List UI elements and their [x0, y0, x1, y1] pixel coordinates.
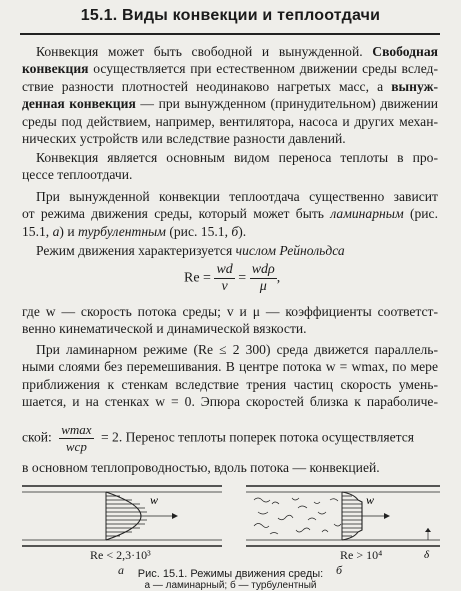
p1-line-5: среды под действием, например, вентилятора, насоса и других механ-: [22, 113, 438, 129]
p1-line-2: конвекция осуществляется при естественном движении среды вслед-: [22, 61, 438, 77]
formula-lhs: Re =: [184, 270, 211, 286]
p1-line-6: нических устройств или вследствие разности давлений.: [22, 131, 346, 147]
p8-line-1: в основном теплопроводностью, вдоль потока — конвекцией.: [22, 460, 380, 475]
p5-line-2: венно кинематической и динамической вязкости.: [22, 321, 307, 337]
fraction-wdrho-mu: $\frac{\text{wdρ}}{\mu}$: [251, 262, 275, 294]
reynolds-formula: Re = $\frac{wd}{v}$ = $\frac{\text{wdρ}}{\mu}$ ,: [184, 262, 281, 294]
p6-line-3: приближения к стенкам вследствие трения частиц скорость умень-: [22, 376, 438, 392]
paragraph-4: [22, 242, 438, 259]
paragraph-3: [22, 188, 438, 240]
p1-line-3: ствие разности плотностей неодинаково нагретых масс, а вынуж-: [22, 78, 438, 94]
figure-caption-sub: а — ламинарный; б — турбулентный: [144, 580, 317, 591]
paragraph-5: [22, 303, 438, 338]
paragraph-8: [22, 459, 438, 476]
turbulent-velocity-label: w: [366, 493, 375, 507]
laminar-pipe: [22, 486, 222, 546]
p3-line-2: от режима движения среды, который может быть ламинарным (рис.: [22, 206, 438, 222]
title-underline: [20, 33, 440, 35]
figure-caption: Рис. 15.1. Режимы движения среды:: [137, 568, 324, 580]
paragraph-2: [22, 149, 438, 184]
laminar-re-label: Re < 2,3·10³: [90, 548, 151, 562]
paragraph-1: [22, 43, 438, 147]
p1-line-4: денная конвекция — при вынужденном (принудительном) движении: [22, 96, 438, 112]
paragraph-6: [22, 341, 438, 411]
section-title: 15.1. Виды конвекции и теплоотдачи: [80, 7, 381, 24]
boundary-layer-delta: δ: [424, 549, 430, 560]
laminar-sub-label: а: [118, 563, 124, 577]
laminar-velocity-label: w: [150, 493, 159, 507]
p2-line-1: Конвекция является основным видом переноса теплоты в про-: [36, 150, 438, 165]
ratio-wmax-wcp: $\frac{wmax}{\text{wср}}$: [61, 422, 92, 454]
turbulent-eddies: [254, 498, 341, 534]
p6-line-2: ными слоями без перемешивания. В центре потока w = wmax, по мере: [22, 359, 438, 375]
p5-line-1: где w — скорость потока среды; v и μ — коэффициенты соответст-: [22, 304, 438, 319]
turbulent-re-label: Re > 10⁴: [340, 548, 383, 562]
p3-line-3: 15.1, а) и турбулентным (рис. 15.1, б).: [22, 223, 247, 239]
paragraph-7: ской: $\frac{wmax}{\text{wср}}$ = 2. Перенос теплоты поперек потока осуществляется: [22, 422, 415, 454]
p1-line-1: Конвекция может быть свободной и вынужденной. Свободная: [36, 44, 438, 59]
turbulent-sub-label: б: [336, 563, 343, 577]
p2-line-2: цессе теплоотдачи.: [22, 167, 133, 183]
p4-line-1: Режим движения характеризуется числом Рейнольдса: [36, 243, 345, 258]
p6-line-4: шается, и на стенках w = 0. Эпюра скоростей близка к параболиче-: [22, 394, 438, 410]
fraction-wd-v: $\frac{wd}{v}$: [216, 262, 233, 294]
figure-15-1: [0, 480, 461, 560]
p6-line-1: При ламинарном режиме (Re ≤ 2 300) среда движется параллель-: [36, 342, 438, 357]
p3-line-1: При вынужденной конвекции теплоотдача существенно зависит: [36, 189, 438, 204]
